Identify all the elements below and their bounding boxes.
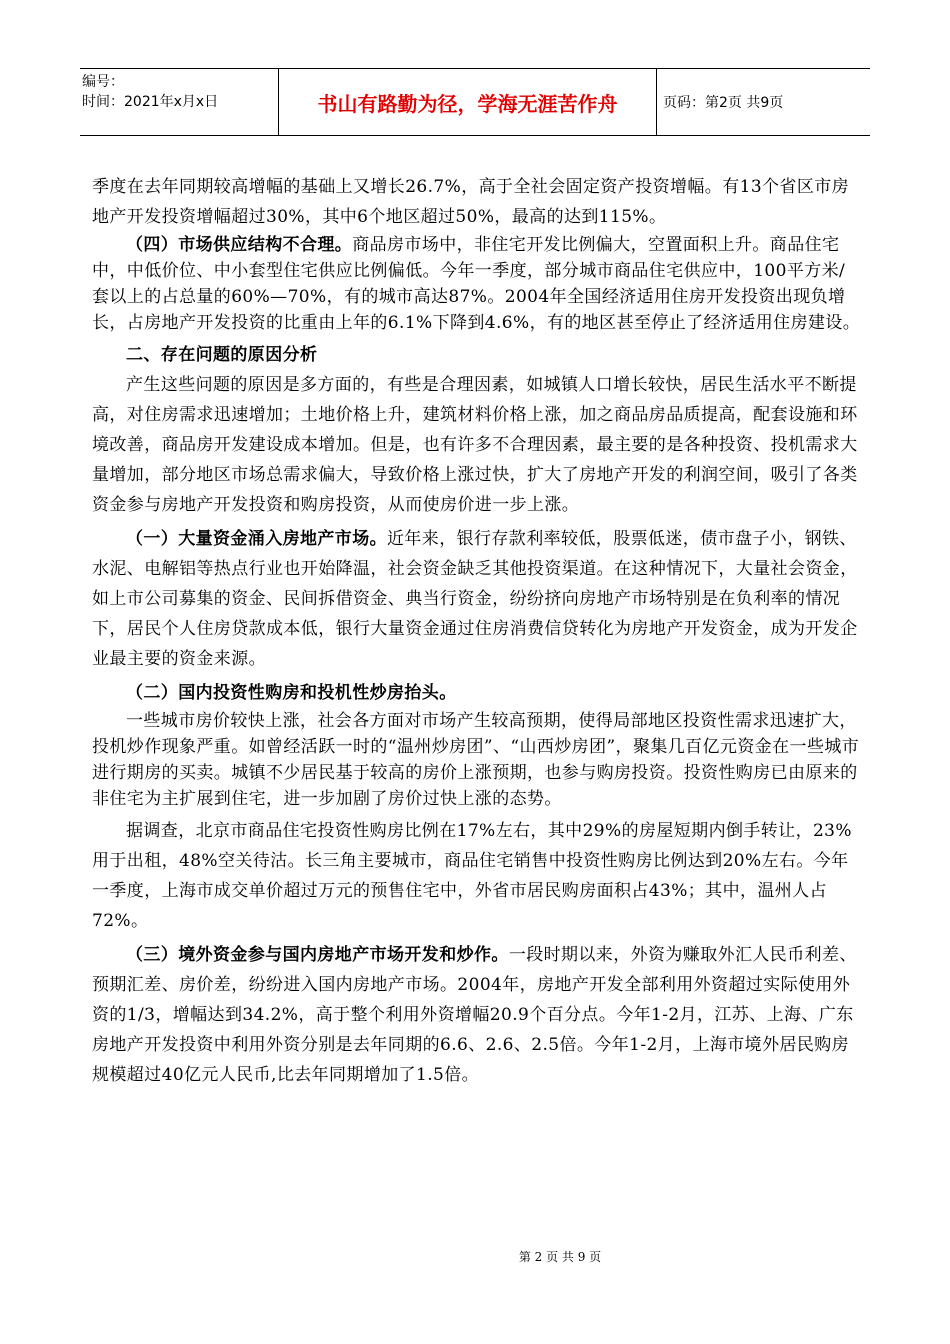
- paragraph-text: 一段时期以来，外资为赚取外汇人民币利差、预期汇差、房价差，纷纷进入国内房地产市场。2004年，房地产开发全部利用外资超过实际使用外资的1/3，增幅达到34.2%，高于整个利用外资增幅20.9个百分点。今年1-2月，江苏、上海、广东房地产开发投资中利用外资分别是去年同期的6.6、2.6、2.5倍。今年1-2月，上海市境外居民购房规模超过40亿元人民币,比去年同期增加了1.5倍。: [92, 945, 857, 1085]
- header-motto: 书山有路勤为径，学海无涯苦作舟: [279, 69, 657, 135]
- header-meta: [80, 69, 279, 135]
- paragraph-heading-speculation: （二）国内投资性购房和投机性炒房抬头。: [126, 683, 457, 703]
- paragraph-heading: （一）大量资金涌入房地产市场。: [126, 529, 387, 549]
- document-body: [92, 172, 862, 1090]
- page-header: [80, 68, 870, 136]
- header-page-number: 页码：第2页 共9页: [663, 95, 784, 111]
- paragraph-survey: 据调查，北京市商品住宅投资性购房比例在17%左右，其中29%的房屋短期内倒手转让，23%用于出租，48%空关待沽。长三角主要城市，商品住宅销售中投资性购房比例达到20%左右。今年一季度，上海市成交单价超过万元的预售住宅中，外省市居民购房面积占43%；其中，温州人占72%。: [92, 821, 852, 931]
- paragraph-1: 季度在去年同期较高增幅的基础上又增长26.7%，高于全社会固定资产投资增幅。有13个省区市房地产开发投资增幅超过30%，其中6个地区超过50%，最高的达到115%。: [92, 177, 850, 227]
- paragraph-supply-structure: [92, 232, 862, 336]
- paragraph-text: 近年来，银行存款利率较低，股票低迷，债市盘子小，钢铁、水泥、电解铝等热点行业也开始降温，社会资金缺乏其他投资渠道。在这种情况下，大量社会资金，如上市公司募集的资金、民间拆借资金、典当行资金，纷纷挤向房地产市场特别是在负利率的情况下，居民个人住房贷款成本低，银行大量资金通过住房消费信贷转化为房地产开发资金，成为开发企业最主要的资金来源。: [92, 529, 858, 669]
- paragraph-capital-inflow: [92, 524, 862, 674]
- header-time: 时间：2021年x月x日: [82, 94, 219, 110]
- paragraph-speculation: 一些城市房价较快上涨，社会各方面对市场产生较高预期，使得局部地区投资性需求迅速扩大，投机炒作现象严重。如曾经活跃一时的“温州炒房团”、“山西炒房团”，聚集几百亿元资金在一些城市进行期房的买卖。城镇不少居民基于较高的房价上涨预期，也参与购房投资。投资性购房已由原来的非住宅为主扩展到住宅，进一步加剧了房价过快上涨的态势。: [92, 711, 860, 809]
- paragraph-foreign-capital: [92, 940, 862, 1090]
- section-title: 二、存在问题的原因分析: [126, 345, 318, 365]
- paragraph-causes: 产生这些问题的原因是多方面的，有些是合理因素，如城镇人口增长较快，居民生活水平不断提高，对住房需求迅速增加；土地价格上升，建筑材料价格上涨，加之商品房品质提高，配套设施和环境改善，商品房开发建设成本增加。但是，也有许多不合理因素，最主要的是各种投资、投机需求大量增加，部分地区市场总需求偏大，导致价格上涨过快，扩大了房地产开发的利润空间，吸引了各类资金参与房地产开发投资和购房投资，从而使房价进一步上涨。: [92, 375, 858, 515]
- paragraph-text: 商品房市场中，非住宅开发比例偏大，空置面积上升。商品住宅中，中低价位、中小套型住宅供应比例偏低。今年一季度，部分城市商品住宅供应中，100平方米/套以上的占总量的60%—70%，有的城市高达87%。2004年全国经济适用住房开发投资出现负增长，占房地产开发投资的比重由上年的6.1%下降到4.6%，有的地区甚至停止了经济适用住房建设。: [92, 235, 861, 333]
- header-number: 编号：: [82, 74, 124, 90]
- paragraph-heading: （四）市场供应结构不合理。: [126, 235, 353, 255]
- page-footer: 第 2 页 共 9 页: [518, 1250, 602, 1264]
- paragraph-heading: （三）境外资金参与国内房地产市场开发和炒作。: [126, 945, 509, 965]
